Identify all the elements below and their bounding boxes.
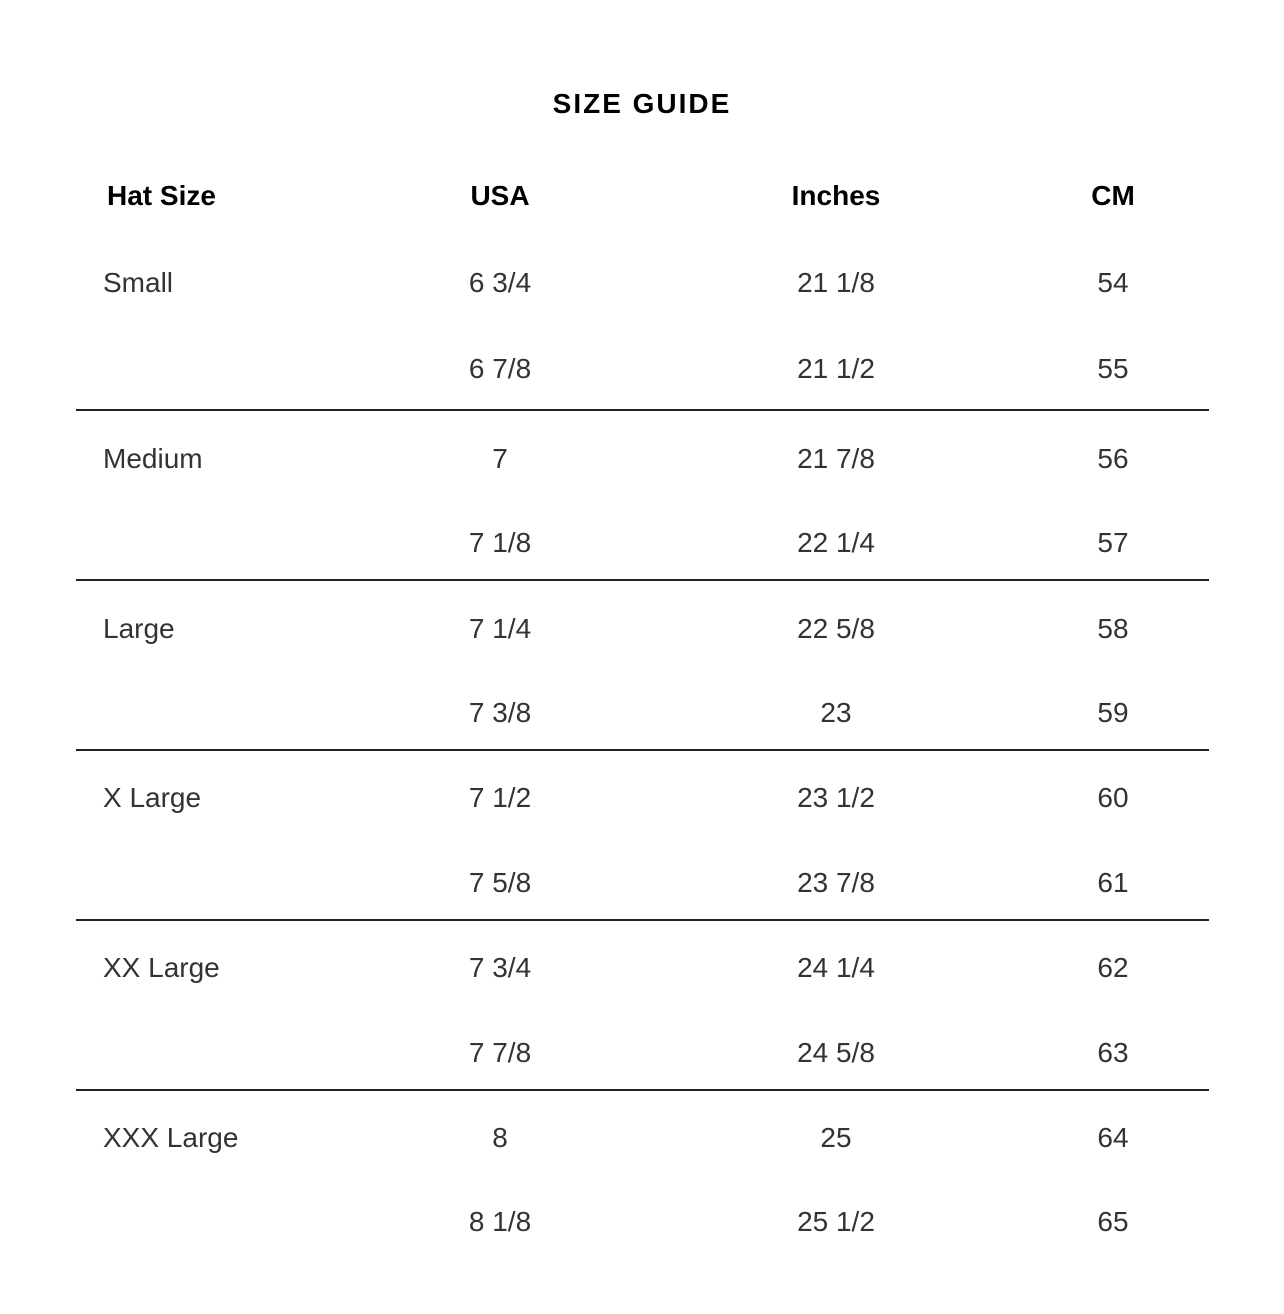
row-divider [76, 409, 1209, 411]
cm-value: 62 [1097, 952, 1129, 983]
row-divider [76, 749, 1209, 751]
usa-value: 7 3/4 [468, 952, 532, 983]
hat-size-label: Large [103, 613, 175, 644]
inches-value: 21 7/8 [797, 443, 875, 474]
inches-value: 22 5/8 [797, 613, 875, 644]
inches-value: 21 1/2 [797, 353, 875, 384]
cm-value: 54 [1097, 267, 1129, 298]
row-divider [76, 919, 1209, 921]
inches-value: 25 [820, 1122, 852, 1153]
table-header [0, 178, 1284, 214]
cm-value: 63 [1097, 1037, 1129, 1068]
table-row [0, 695, 1284, 731]
cm-value: 64 [1097, 1122, 1129, 1153]
inches-value: 23 7/8 [797, 867, 875, 898]
table-row [0, 1035, 1284, 1071]
table-row [0, 611, 1284, 647]
cm-value: 60 [1097, 782, 1129, 813]
hat-size-label: XXX Large [103, 1122, 239, 1153]
inches-value: 25 1/2 [797, 1206, 875, 1237]
usa-value: 7 1/4 [468, 613, 532, 644]
column-header-usa: USA [470, 180, 530, 211]
usa-value: 7 7/8 [468, 1037, 532, 1068]
table-row [0, 351, 1284, 387]
usa-value: 6 3/4 [468, 267, 532, 298]
column-header-hat-size: Hat Size [107, 180, 216, 211]
page-title: SIZE GUIDE [552, 88, 732, 119]
hat-size-label: Small [103, 267, 174, 298]
size-group [0, 424, 1284, 594]
cm-value: 59 [1097, 697, 1129, 728]
table-row [0, 780, 1284, 816]
usa-value: 8 [492, 1122, 508, 1153]
size-group [0, 248, 1284, 418]
hat-size-label: X Large [103, 782, 202, 813]
cm-value: 65 [1097, 1206, 1129, 1237]
inches-value: 23 1/2 [797, 782, 875, 813]
size-group [0, 594, 1284, 764]
hat-size-label: XX Large [103, 952, 220, 983]
table-row [0, 1204, 1284, 1240]
inches-value: 21 1/8 [797, 267, 875, 298]
usa-value: 7 3/8 [468, 697, 532, 728]
inches-value: 24 1/4 [797, 952, 875, 983]
hat-size-label: Medium [103, 443, 203, 474]
usa-value: 7 1/2 [468, 782, 532, 813]
row-divider [76, 1089, 1209, 1091]
usa-value: 7 5/8 [468, 867, 532, 898]
table-row [0, 950, 1284, 986]
cm-value: 56 [1097, 443, 1129, 474]
inches-value: 23 [820, 697, 852, 728]
usa-value: 7 [492, 443, 508, 474]
cm-value: 57 [1097, 527, 1129, 558]
usa-value: 7 1/8 [468, 527, 532, 558]
table-row [0, 865, 1284, 901]
table-row [0, 265, 1284, 301]
column-header-inches: Inches [791, 180, 881, 211]
column-header-cm: CM [1091, 180, 1135, 211]
usa-value: 8 1/8 [468, 1206, 532, 1237]
cm-value: 61 [1097, 867, 1129, 898]
table-row [0, 1120, 1284, 1156]
inches-value: 22 1/4 [797, 527, 875, 558]
size-group [0, 764, 1284, 934]
cm-value: 58 [1097, 613, 1129, 644]
cm-value: 55 [1097, 353, 1129, 384]
table-row [0, 441, 1284, 477]
row-divider [76, 579, 1209, 581]
usa-value: 6 7/8 [468, 353, 532, 384]
size-group [0, 1104, 1284, 1274]
size-group [0, 934, 1284, 1104]
inches-value: 24 5/8 [797, 1037, 875, 1068]
table-row [0, 525, 1284, 561]
